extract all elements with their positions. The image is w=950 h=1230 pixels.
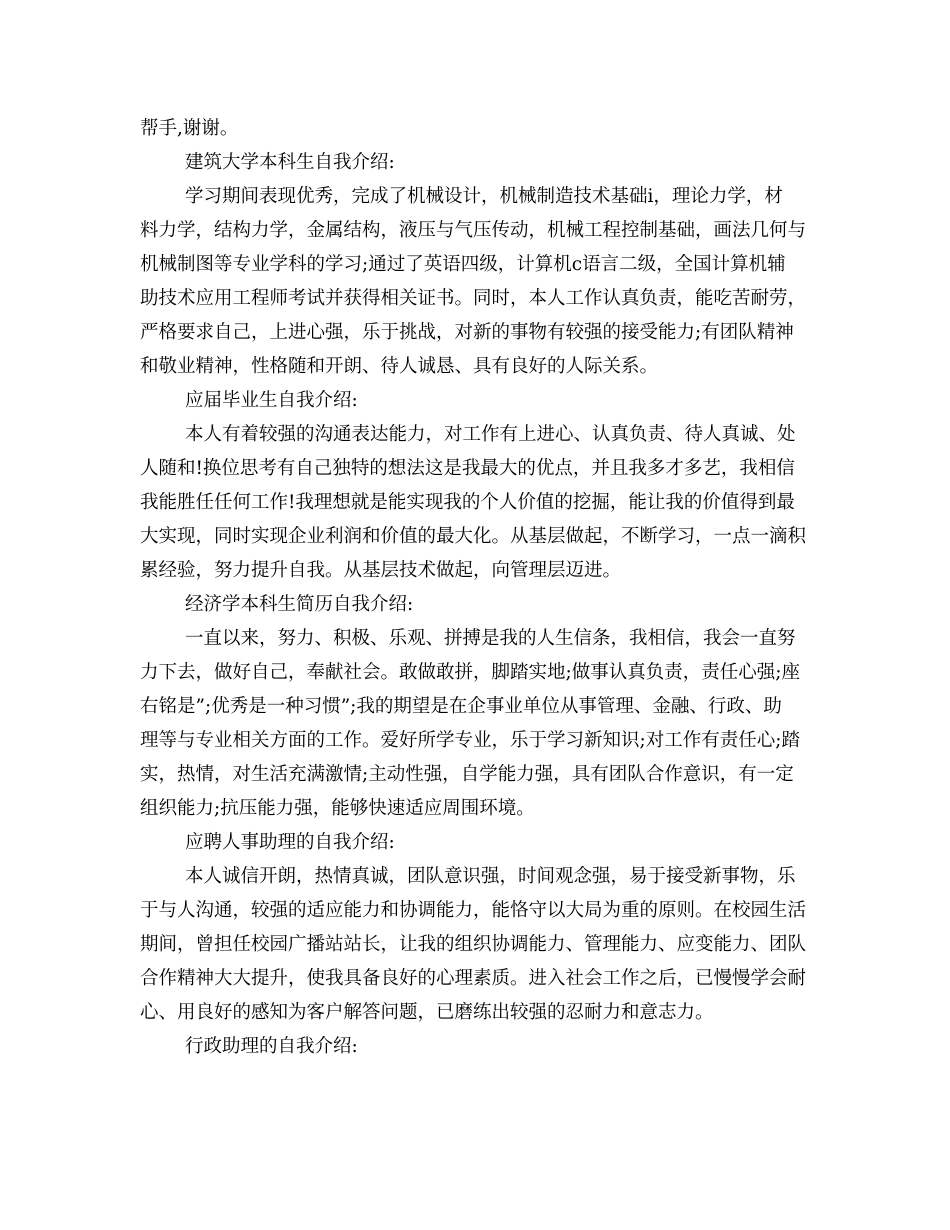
- section-heading: 经济学本科生简历自我介绍:: [185, 594, 414, 615]
- paragraph-line: 机械制图等专业学科的学习;通过了英语四级，计算机c语言二级，全国计算机辅: [140, 254, 786, 275]
- section-heading: 应聘人事助理的自我介绍:: [185, 832, 395, 853]
- paragraph-line: 大实现，同时实现企业利润和价值的最大化。从基层做起，不断学习，一点一滴积: [140, 526, 807, 547]
- paragraph-line: 于与人沟通，较强的适应能力和协调能力，能恪守以大局为重的原则。在校园生活: [140, 900, 807, 921]
- paragraph-line: 本人有着较强的沟通表达能力，对工作有上进心、认真负责、待人真诚、处: [185, 424, 796, 445]
- paragraph-line: 严格要求自己，上进心强，乐于挑战，对新的事物有较强的接受能力;有团队精神: [140, 322, 794, 343]
- section-heading: 建筑大学本科生自我介绍:: [185, 152, 395, 173]
- section-heading: 应届毕业生自我介绍:: [185, 390, 358, 411]
- paragraph-line: 理等与专业相关方面的工作。爱好所学专业，乐于学习新知识;对工作有责任心;踏: [140, 730, 800, 751]
- paragraph-line: 心、用良好的感知为客户解答问题，已磨练出较强的忍耐力和意志力。: [140, 1002, 714, 1023]
- paragraph-line: 料力学，结构力学，金属结构，液压与气压传动，机械工程控制基础，画法几何与: [140, 220, 807, 241]
- paragraph-line: 和敬业精神，性格随和开朗、待人诚恳、具有良好的人际关系。: [140, 356, 659, 377]
- paragraph-line: 学习期间表现优秀，完成了机械设计，机械制造技术基础ⅰ，理论力学，材: [185, 186, 783, 207]
- paragraph-line: 力下去，做好自己，奉献社会。敢做敢拼，脚踏实地;做事认真负责，责任心强;座: [140, 662, 800, 683]
- paragraph-line: 帮手,谢谢。: [140, 118, 239, 139]
- paragraph-line: 合作精神大大提升，使我具备良好的心理素质。进入社会工作之后，已慢慢学会耐: [140, 968, 807, 989]
- section-heading: 行政助理的自我介绍:: [185, 1036, 358, 1057]
- paragraph-line: 人随和!换位思考有自己独特的想法这是我最大的优点，并且我多才多艺，我相信: [140, 458, 795, 479]
- document-body: [140, 112, 812, 1064]
- paragraph-line: 我能胜任任何工作!我理想就是能实现我的个人价值的挖掘，能让我的价值得到最: [140, 492, 795, 513]
- paragraph-line: 一直以来，努力、积极、乐观、拼搏是我的人生信条，我相信，我会一直努: [185, 628, 796, 649]
- paragraph-line: 期间，曾担任校园广播站站长，让我的组织协调能力、管理能力、应变能力、团队: [140, 934, 807, 955]
- paragraph-line: 助技术应用工程师考试并获得相关证书。同时，本人工作认真负责，能吃苦耐劳，: [140, 288, 807, 309]
- paragraph-line: 本人诚信开朗，热情真诚，团队意识强，时间观念强，易于接受新事物，乐: [185, 866, 796, 887]
- paragraph-line: 右铭是”;优秀是一种习惯”;我的期望是在企事业单位从事管理、金融、行政、助: [140, 696, 782, 717]
- paragraph-line: 累经验，努力提升自我。从基层技术做起，向管理层迈进。: [140, 560, 622, 581]
- paragraph-line: 组织能力;抗压能力强，能够快速适应周围环境。: [140, 798, 535, 819]
- paragraph-line: 实，热情，对生活充满激情;主动性强，自学能力强，具有团队合作意识，有一定: [140, 764, 794, 785]
